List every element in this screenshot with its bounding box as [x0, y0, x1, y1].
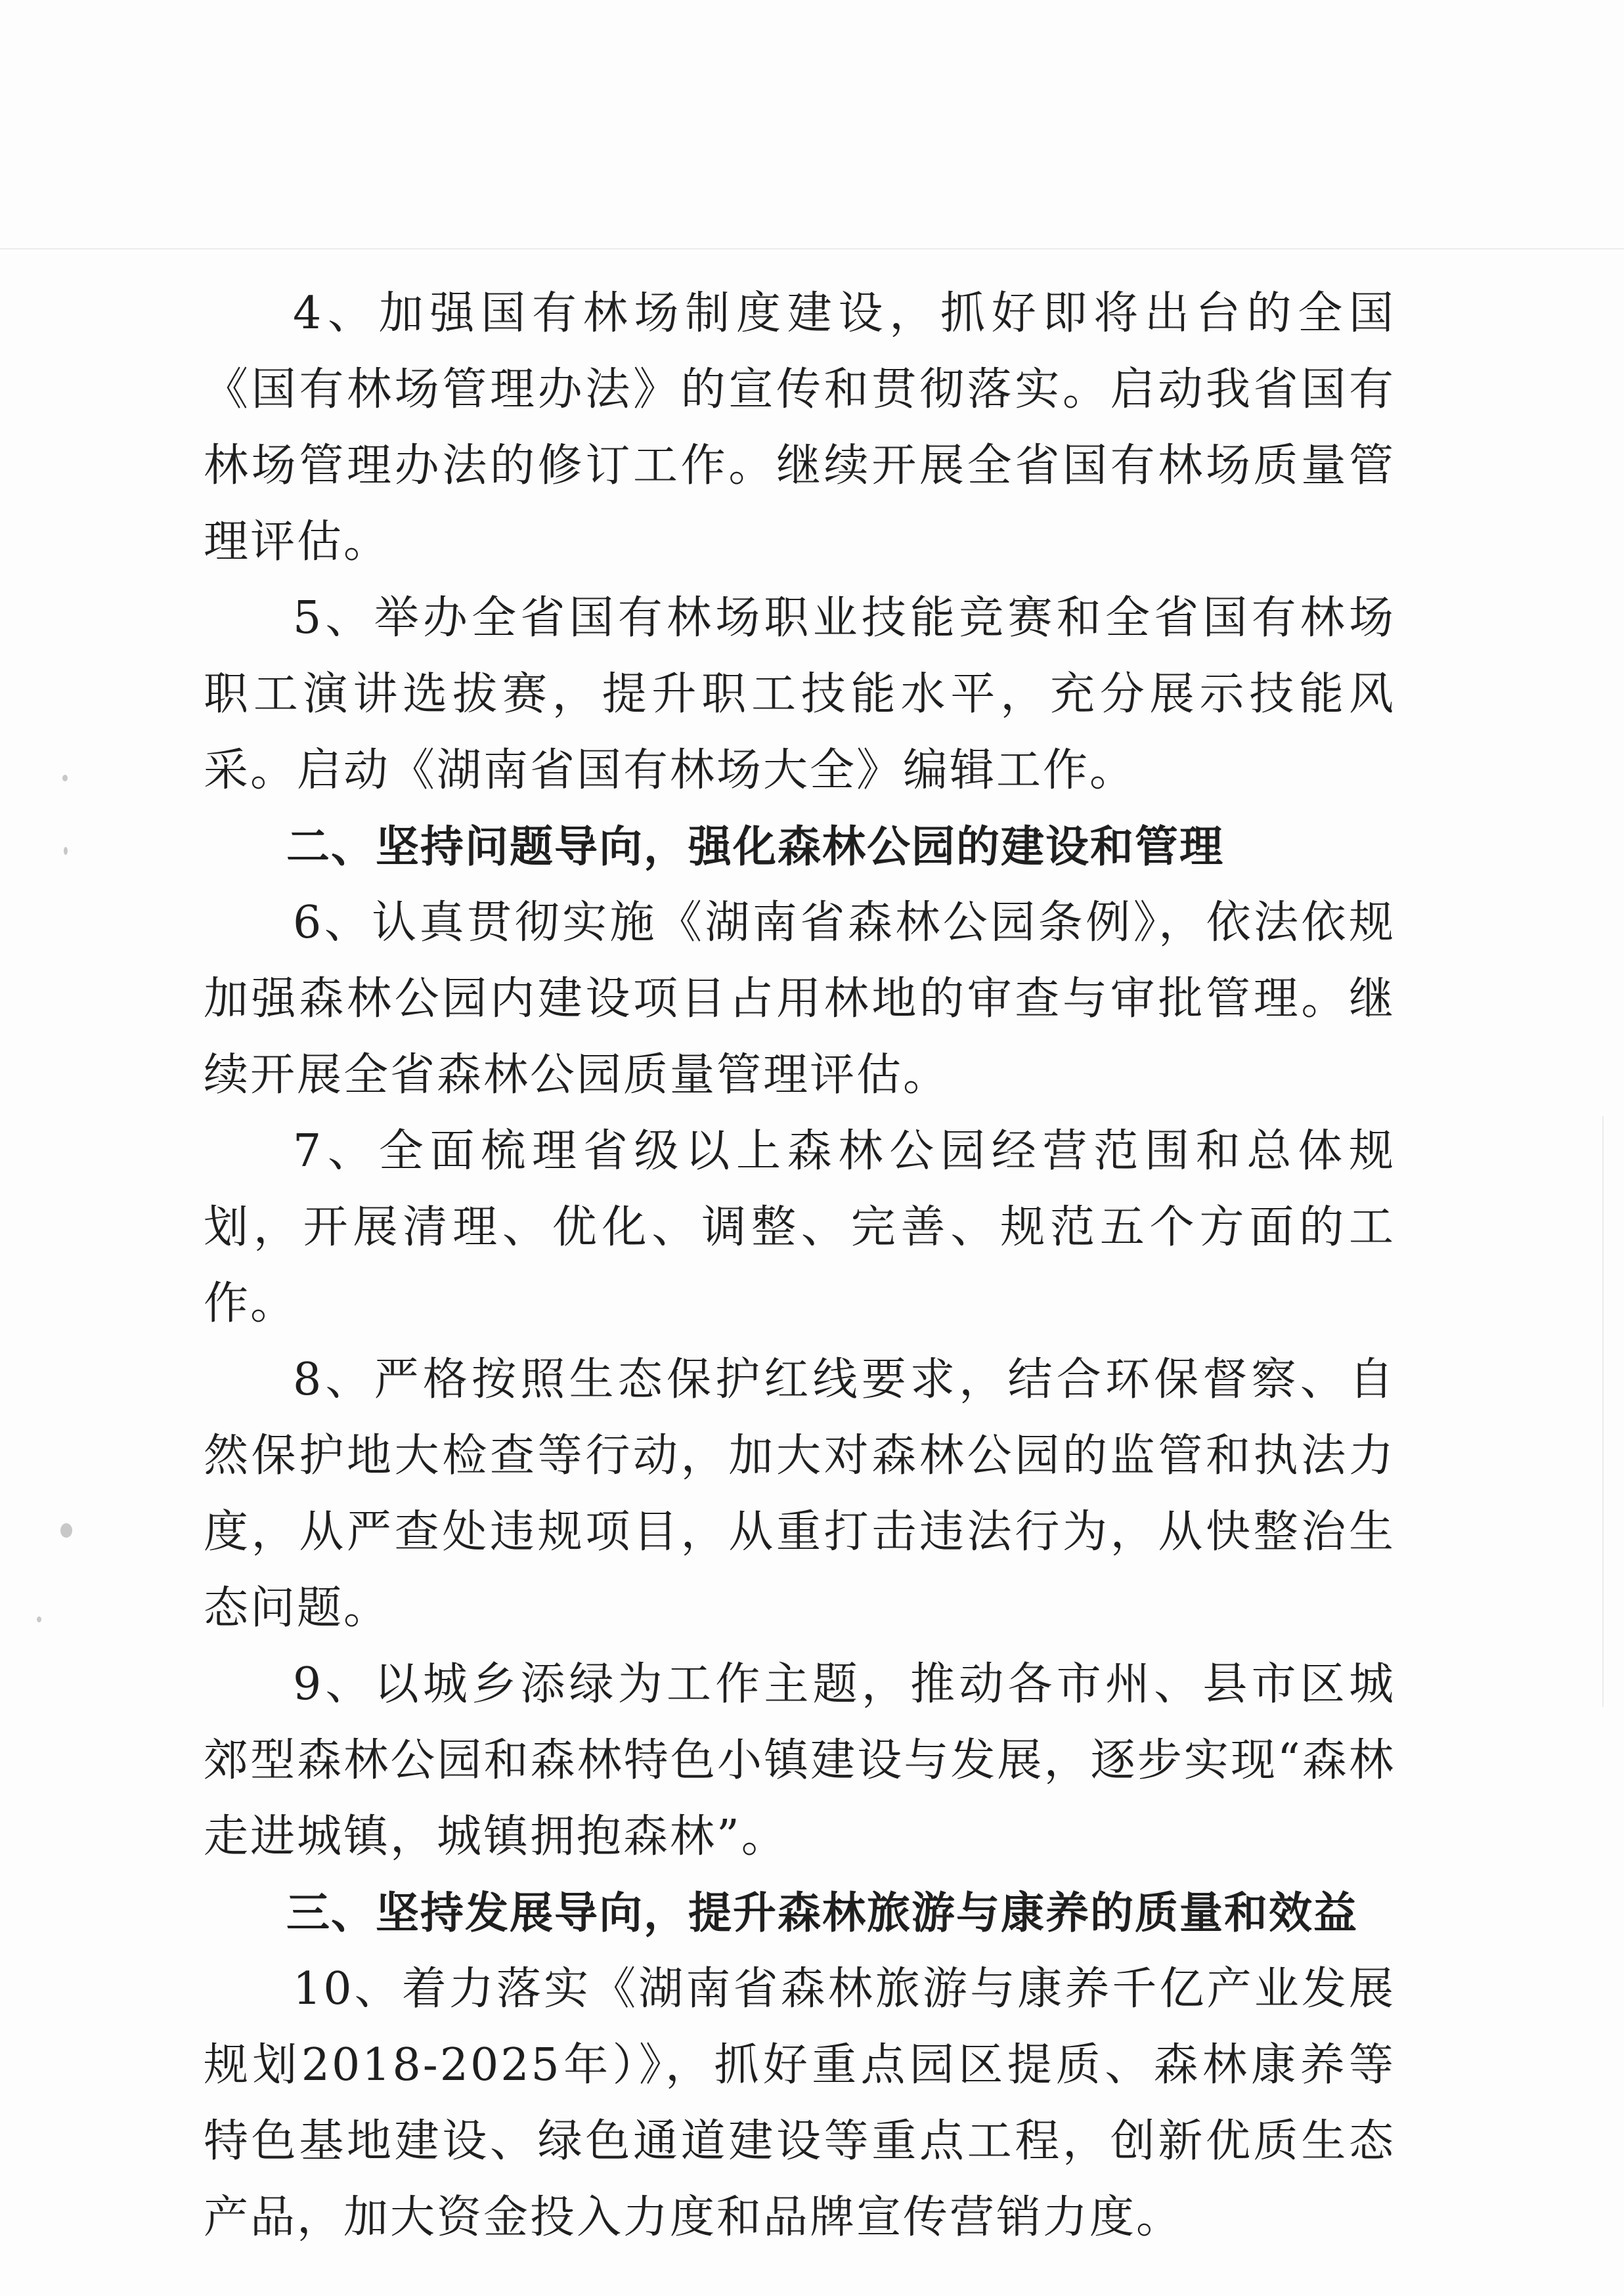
document-body — [204, 276, 1395, 2256]
scan-artifact-line — [0, 248, 1624, 249]
scan-artifact-dot — [37, 1616, 41, 1622]
scan-artifact-dot — [62, 775, 68, 781]
paragraph-item-6: 6、认真贯彻实施《湖南省森林公园条例》，依法依规加强森林公园内建设项目占用林地的审查与审批管理。继续开展全省森林公园质量管理评估。 — [204, 897, 1395, 1101]
section-heading-2: 二、坚持问题导向，强化森林公园的建设和管理 — [286, 821, 1224, 872]
scan-artifact-dot — [64, 847, 68, 855]
paragraph-item-7: 7、全面梳理省级以上森林公园经营范围和总体规划，开展清理、优化、调整、完善、规范五个方面的工作。 — [204, 1125, 1395, 1330]
paragraph-item-10: 10、着力落实《湖南省森林旅游与康养千亿产业发展规划2018-2025年）》，抓好重点园区提质、森林康养等特色基地建设、绿色通道建设等重点工程，创新优质生态产品，加大资金投入力度和品牌宣传营销力度。 — [204, 1963, 1395, 2243]
paragraph-item-9: 9、以城乡添绿为工作主题，推动各市州、县市区城郊型森林公园和森林特色小镇建设与发展，逐步实现“森林走进城镇，城镇拥抱森林”。 — [204, 1658, 1395, 1863]
scan-artifact-dot — [60, 1523, 72, 1538]
section-heading-3: 三、坚持发展导向，提升森林旅游与康养的质量和效益 — [286, 1888, 1358, 1938]
paragraph-item-8: 8、严格按照生态保护红线要求，结合环保督察、自然保护地大检查等行动，加大对森林公园的监管和执法力度，从严查处违规项目，从重打击违法行为，从快整治生态问题。 — [204, 1354, 1395, 1634]
scan-artifact-line — [1602, 1116, 1604, 1707]
paragraph-item-4: 4、加强国有林场制度建设，抓好即将出台的全国《国有林场管理办法》的宣传和贯彻落实。启动我省国有林场管理办法的修订工作。继续开展全省国有林场质量管理评估。 — [204, 288, 1395, 568]
paragraph-item-5: 5、举办全省国有林场职业技能竞赛和全省国有林场职工演讲选拔赛，提升职工技能水平，充分展示技能风采。启动《湖南省国有林场大全》编辑工作。 — [204, 592, 1395, 796]
